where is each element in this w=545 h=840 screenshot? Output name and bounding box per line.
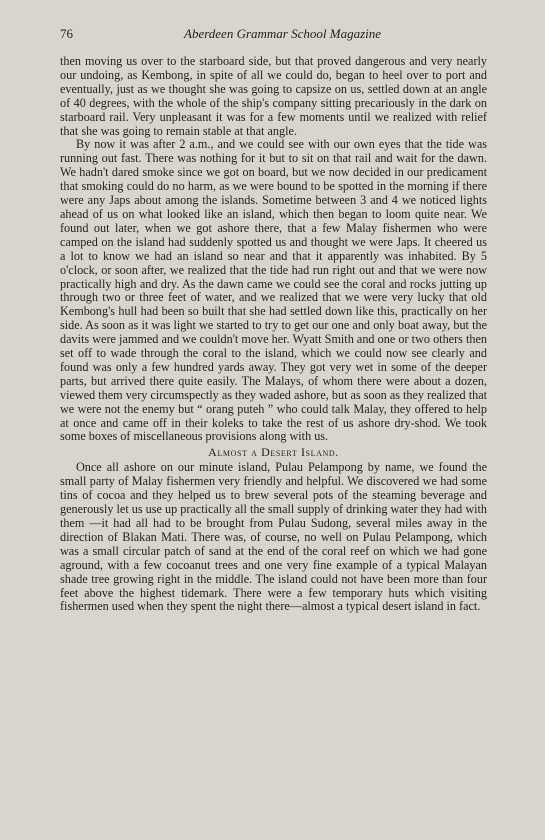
section-heading: Almost a Desert Island. [208,445,339,460]
running-title: Aberdeen Grammar School Magazine [184,26,382,41]
paragraph-2: By now it was after 2 a.m., and we could see with our own eyes that the tide was running out fast. There was nothing for it but to sit on that rail and wait for the dawn. We hadn't dared smoke since we got on board, but we now decided in our predicament that smoking could do no harm, as we were bound to be spotted in the morning if there were any Japs about among the islands. Sometime between 3 and 4 we noticed lights ahead of us on what looked like an island, which then began to loom quite near. We found out later, when we got ashore there, that a few Malay fishermen who were camped on the island had suddenly spotted us and thought we were Japs. It cheered us a lot to know we had an island so near and that it apparently was inhabited. By 5 o'clock, or soon after, we realized that the tide had run right out and that we were now practically high and dry. As the dawn came we could see the coral and rocks jutting up through two or three feet of water, and we realized that we were very lucky that old Kembong's hull had been so built that she had settled down like this, practically on her side. As soon as it was light we started to try to get our one and only boat away, but the davits were jammed and we couldn't move her. Wyatt Smith and one or two others then set off to wade through the coral to the island, which we could now see clearly and found was only a few hundred yards away. They got very wet in some of the deeper parts, but arrived there quite easily. The Malays, of whom there were about a dozen, viewed them very circumspectly as they waded ashore, but as soon as they realized that we were not the enemy but “ orang puteh ” who could talk Malay, they offered to help at once and came off in their koleks to take the rest of us ashore dry-shod. We took some boxes of miscellaneous provisions along with us. [60,137,487,444]
paragraph-3: Once all ashore on our minute island, Pulau Pelampong by name, we found the small party of Malay fishermen very friendly and helpful. We discovered we had some tins of cocoa and they helped us to brew several pots of the steaming beverage and generously let us use up practically all the small supply of drinking water they had with them —it had all had to be brought from Pulau Sudong, several miles away in the direction of Blakan Mati. There was, of course, no well on Pulau Pelampong, which was a small circular patch of sand at the end of the coral reef on which we had gone aground, with a few cocoanut trees and one very fine example of a typical Malayan shade tree growing right in the middle. The island could not have been more than four feet above the highest tidemark. There were a few temporary huts which visiting fishermen used when they spent the night there—almost a typical desert island in fact. [60,460,487,614]
page-header [60,26,487,42]
page-number: 76 [60,26,73,41]
paragraph-1: then moving us over to the starboard side, but that proved dangerous and very nearly our undoing, as Kembong, in spite of all we could do, began to heel over to port and eventually, just as we thought she was going to capsize on us, settled down at an angle of 40 degrees, with the whole of the ship's company sitting precariously in the dark on starboard rail. Very unpleasant it was for a few moments until we realized with relief that she was going to remain stable at that angle. [60,54,487,138]
